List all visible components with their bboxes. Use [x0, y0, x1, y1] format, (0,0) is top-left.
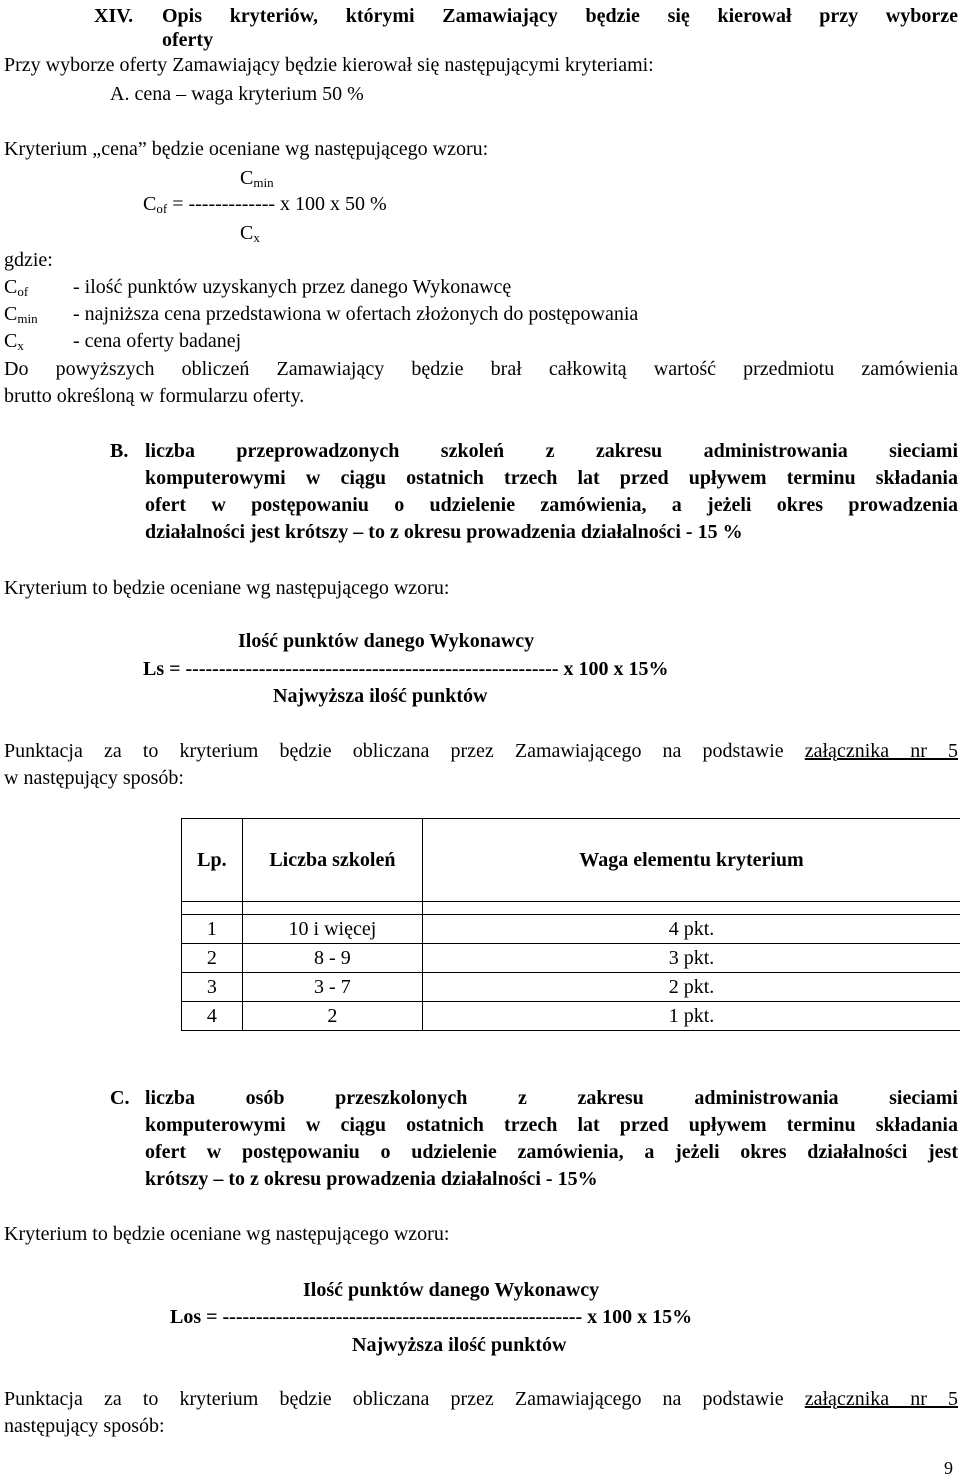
- criterion-b-line: działalności jest krótszy – to z okresu prowadzenia działalności - 15 %: [145, 521, 743, 543]
- formula-b-numerator: Ilość punktów danego Wykonawcy: [238, 630, 535, 652]
- criterion-b-formula-intro: Kryterium to będzie oceniane wg następującego wzoru:: [4, 577, 450, 599]
- where-label: gdzie:: [4, 249, 53, 271]
- table-cell: 3 - 7: [242, 973, 422, 1002]
- formula-b-denominator: Najwyższa ilość punktów: [273, 685, 488, 707]
- criterion-b-scoring-line2: w następujący sposób:: [4, 767, 184, 789]
- definition-symbol: $C_{of}$: [4, 276, 29, 299]
- criterion-a-note-line1: Do powyższych obliczeń Zamawiający będzie brał całkowitą wartość przedmiotu zamówienia: [4, 358, 958, 380]
- formula-b-main: Ls = -------------------------------------------------------- x 100 x 15%: [143, 658, 669, 680]
- definition-text: - najniższa cena przedstawiona w ofertach złożonych do postępowania: [73, 303, 639, 325]
- criterion-c-line: ofert w postępowaniu o udzielenie zamówienia, a jeżeli okres działalności jest: [145, 1141, 958, 1163]
- formula-a-denominator: $C_x$: [240, 222, 260, 245]
- criterion-c-letter: C.: [110, 1087, 130, 1109]
- page-number: 9: [944, 1458, 953, 1478]
- definition-text: - cena oferty badanej: [73, 330, 242, 352]
- formula-c-denominator: Najwyższa ilość punktów: [352, 1334, 567, 1356]
- table-header-cell: Waga elementu kryterium: [423, 819, 960, 902]
- criterion-b-line: liczba przeprowadzonych szkoleń z zakresu administrowania sieciami: [145, 440, 958, 462]
- criterion-b-letter: B.: [110, 440, 129, 462]
- criterion-c-scoring-line1: Punktacja za to kryterium będzie obliczana przez Zamawiającego na podstawie załącznika nr 5: [4, 1388, 958, 1410]
- criterion-a-formula-intro: Kryterium „cena” będzie oceniane wg następującego wzoru:: [4, 138, 489, 160]
- table-spacer-cell: [242, 902, 422, 915]
- table-cell: 4 pkt.: [423, 915, 960, 944]
- formula-a-main: $C_{of}$ = ------------- x 100 x 50 %: [143, 193, 387, 216]
- annex-link[interactable]: załącznika nr 5: [804, 1388, 958, 1410]
- table-cell: 1: [182, 915, 243, 944]
- table-spacer-cell: [423, 902, 960, 915]
- table-spacer-cell: [182, 902, 243, 915]
- criterion-a-heading: A. cena – waga kryterium 50 %: [110, 83, 364, 105]
- criterion-c-line: komputerowymi w ciągu ostatnich trzech lat przed upływem terminu składania: [145, 1114, 958, 1136]
- points-table: [181, 818, 960, 1031]
- table-header-row: [182, 819, 960, 902]
- table-cell: 1 pkt.: [423, 1002, 960, 1031]
- definition-text: - ilość punktów uzyskanych przez danego Wykonawcę: [73, 276, 512, 298]
- annex-link[interactable]: załącznika nr 5: [804, 740, 958, 762]
- criterion-c-scoring-line2: następujący sposób:: [4, 1415, 165, 1437]
- section-title-line2: oferty: [162, 29, 214, 51]
- table-cell: 3 pkt.: [423, 944, 960, 973]
- table-cell: 3: [182, 973, 243, 1002]
- table-spacer-row: [182, 902, 960, 915]
- criterion-c-line: liczba osób przeszkolonych z zakresu administrowania sieciami: [145, 1087, 958, 1109]
- section-intro: Przy wyborze oferty Zamawiający będzie kierował się następującymi kryteriami:: [4, 54, 654, 76]
- criterion-b-line: ofert w postępowaniu o udzielenie zamówienia, a jeżeli okres prowadzenia: [145, 494, 958, 516]
- table-row: [182, 1002, 960, 1031]
- section-title-line1: Opis kryteriów, którymi Zamawiający będzie się kierował przy wyborze: [162, 5, 958, 27]
- table-cell: 2: [182, 944, 243, 973]
- definition-symbol: $C_x$: [4, 330, 24, 353]
- formula-a-numerator: $C_{min}$: [240, 167, 274, 190]
- table-row: [182, 973, 960, 1002]
- table-header-cell: Liczba szkoleń: [242, 819, 422, 902]
- table-cell: 8 - 9: [242, 944, 422, 973]
- section-number: XIV.: [94, 5, 134, 27]
- table-cell: 10 i więcej: [242, 915, 422, 944]
- criterion-a-note-line2: brutto określoną w formularzu oferty.: [4, 385, 305, 407]
- table-header-cell: Lp.: [182, 819, 243, 902]
- criterion-c-formula-intro: Kryterium to będzie oceniane wg następującego wzoru:: [4, 1223, 450, 1245]
- table-cell: 4: [182, 1002, 243, 1031]
- formula-c-numerator: Ilość punktów danego Wykonawcy: [303, 1279, 600, 1301]
- table-cell: 2: [242, 1002, 422, 1031]
- criterion-b-line: komputerowymi w ciągu ostatnich trzech lat przed upływem terminu składania: [145, 467, 958, 489]
- table-row: [182, 915, 960, 944]
- criterion-c-line: krótszy – to z okresu prowadzenia działalności - 15%: [145, 1168, 598, 1190]
- definition-symbol: $C_{min}$: [4, 303, 38, 326]
- formula-c-main: Los = ------------------------------------------------------ x 100 x 15%: [170, 1306, 693, 1328]
- criterion-b-scoring-line1: Punktacja za to kryterium będzie obliczana przez Zamawiającego na podstawie załącznika nr 5: [4, 740, 958, 762]
- table-cell: 2 pkt.: [423, 973, 960, 1002]
- table-row: [182, 944, 960, 973]
